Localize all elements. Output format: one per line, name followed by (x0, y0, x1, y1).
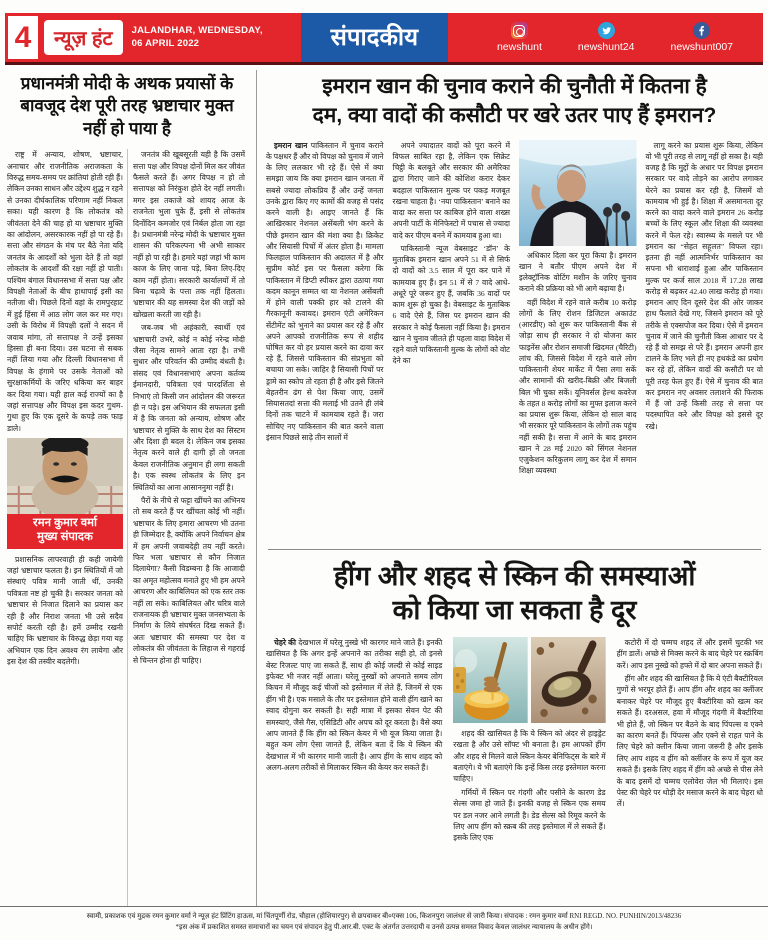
social-twitter (578, 22, 635, 53)
imran-headline-line1: इमरान खान की चुनाव कराने की चुनौती में कितना है (322, 75, 707, 98)
beauty-lead-rest: देखभाल में घरेलू नुस्खे भी कारगर माने जाते हैं। इनकी खासियत है कि अगर इन्हें अपनाने का तरीका सही हो, तो इनसे बेस्ट रिजल्ट पाए जा सकते हैं, साथ ही कोई जल्दी से कोई साइड इफेक्ट भी नजर नहीं आता। घरेलू नुस्खों को अपनाते समय लोग किचन में मौजूद कई चीजों को इस्तेमाल में लेते हैं, जिनमें से एक हींग भी है। एक मसाले के तौर पर इस्तेमाल होने वाली हींग खाने का स्वाद दोगुना कर सकती है। सही मात्रा में इसका सेवन पेट की समस्याएं, जैसे गैस, एसिडिटी और अपच को दूर करता है। वैसे क्या आप जानते हैं कि हींग को स्किन केयर में भी यूज किया जाता है। बहुत कम लोग ऐसा जानते हैं, लेकिन बता दें कि ये स्किन की देखभाल में भी कारगर मानी जाती है। आप हींग के साथ शहद को अलग-अलग तरीकों से मिलाकर स्किन की केयर कर सकते हैं। (266, 637, 443, 773)
dateline-line2: 06 APRIL 2022 (131, 37, 200, 49)
imran-column-2 (393, 140, 511, 542)
imran-column-4 (646, 140, 764, 542)
imran-khan-photo (519, 140, 637, 246)
masthead-bar (5, 13, 763, 65)
imran-headline (270, 72, 759, 131)
opinion-column-1 (5, 149, 127, 907)
social-facebook (671, 22, 733, 53)
opinion-paragraph: जनतंत्र की खूबसूरती यही है कि उसमें सत्ता पक्ष और विपक्ष दोनों मिल कर जीवंत फैसले करते हैं। अगर विपक्ष न हो तो सत्तापक्ष को निरंकुश होते देर नहीं लगती। मगर इस तकाजे को शायद आज के राजनेता भुला चुके हैं, इसी से लोकतंत्र दिनोंदिन कमजोर एवं निर्बल होता जा रहा है। प्रधानमंत्री नरेन्द्र मोदी के भ्रष्टाचार मुक्त शासन की परिकल्पना भी अभी साकार नहीं हो पा रही है। हमारे यहां जहां भी काम काज के लिए जाना पड़े, बिना लिए-दिए काम नहीं होता। सरकारी कार्यालयों में तो बिना चढ़ावे के पत्ता तक नहीं हिलता। भ्रष्टाचार की यह समस्या देश की जड़ों को खोखला करती जा रही है। (133, 150, 245, 319)
imran-article (266, 72, 763, 542)
imran-paragraph (266, 140, 384, 443)
imprint-line2: *इस अंक में प्रकाशित समस्त समाचारों का चयन एवं संपादन हेतु पी.आर.बी. एक्ट के अंतर्गत उत्तरदायी व उनसे उत्पन्न समस्त विवाद केवल जालंधर न्यायालय के अधीन होंगे। (175, 923, 593, 932)
opinion-column-2 (127, 149, 249, 907)
beauty-paragraph: हींग और शहद की खासियत है कि ये एंटी बैक्टीरियल गुणों से भरपूर होते हैं। आप हींग और शहद का क्लींजर बनाकर चेहरे पर मौजूद हुए बैक्टीरिया को खत्म कर सकते हैं। दरअसल, हवा में मौजूद गंदगी में बैक्टीरिया भी होते हैं, जो स्किन पर बैठने के बाद पिंपल्स व एक्ने का कारण बनते हैं। पिंपल्स और एक्ने से राहत पाने के लिए चेहरे को क्लीन किया जाना जरूरी है और इसके लिए आप शहद व हींग को क्लींजर के रूप में यूज कर सकते हैं। इसके लिए शहद में हींग को अच्छे से पीस लेने के बाद इसमें दो चम्मच एलोवेरा जेल भी मिलाएं। इस पेस्ट की चेहरे पर थोड़ी देर मसाज करने के बाद चेहरा धो लें। (616, 674, 763, 809)
imran-paragraph: अधिकार दिला कर पूरा किया है। इमरान खान ने बतौर पीएम अपने देश में इलेक्ट्रॉनिक वोटिंग मशीन के जरिए चुनाव कराने की प्रक्रिया को भी आगे बढ़ाया है। (519, 250, 637, 294)
twitter-handle: newshunt24 (577, 41, 635, 53)
beauty-paragraph (266, 637, 442, 774)
imran-paragraph: लागू करने का प्रयास शुरू किया, लेकिन वो भी पूरी तरह से लागू नहीं हो सका है। यही वजह है कि मुद्दों के अधार पर विपक्ष इमरान सरकार पर वादे तोड़ने का आरोप लगाकर घेरने का प्रयास कर रही है, जिसमें वो कामयाब भी हुई है। शिक्षा में असमानता दूर करने का वादा करने वाले इमरान 26 करोड़ बच्चों के लिए स्कूल और शिक्षा की व्यवस्था करने में फेल रहे। स्वास्थ्य के मसले पर भी इमरान का “सेहत सहूलत” विफल रहा। इतना ही नहीं आत्मनिर्भर पाकिस्तान का सपना भी धाराशाई हुआ और पाकिस्तान मुल्क पर कर्ज साल 2018 में 17.28 लाख करोड़ से बढ़कर 42.40 लाख करोड़ हो गया। इमरान आए दिन दूसरे देश की ओर जाकर हाथ फैलाते देखे गए, जिसने इमरान को पूरे तरीके से एक्सपोज कर दिया। ऐसे में इमरान चुनाव में जाने की चुनौती किस आधार पर दे रहे हैं वो समझ से परे हैं। इमरान अपनी हार टालने के लिए भले ही नए हथकंडे का प्रयोग कर रहे हों, लेकिन वादों की कसौटी पर वो पूरी तरह फेल हुए हैं। ऐसे में चुनाव की बात कर इमरान नए अवसर तलाशने की फिराक में हैं जो उन्हें किसी तरह से सत्ता पर पदस्थापित करे और विपक्ष को इससे दूर रखे। (645, 140, 763, 431)
section-divider (268, 549, 761, 550)
dateline (132, 25, 263, 50)
hing-photo (531, 637, 606, 723)
opinion-article (5, 70, 257, 906)
dateline-line1: JALANDHAR, WEDNESDAY, (131, 25, 263, 37)
opinion-paragraph: प्रशासनिक लापरवाही ही कही जायेगी जहां भ्रष्टाचार फलता है। इन स्थितियों में जो संस्थाएं पवित्र मानी जाती थीं, उनकी पवित्रता नष्ट हो चुकी है। सरकार जनता को भ्रष्टाचार से निजात दिलाने का प्रयास कर रही है और निराश जनता भी उसे सदैव सपोर्ट करती रही है। हमें उम्मीद रखनी चाहिए कि भ्रष्टाचार के विरुद्ध छेड़ा गया यह अभियान एक दिन अवश्य रंग लायेगा और इस देश की तस्वीर बदलेगी। (7, 554, 123, 667)
beauty-column-3 (617, 637, 763, 903)
beauty-column-1 (266, 637, 442, 903)
beauty-paragraph: कटोरी में दो चम्मच शहद लें और इसमें चुटकी भर हींग डालें। अच्छे से मिक्स करने के बाद चेहरे पर स्क्रबिंग करें। आप इस नुस्खे को हफ्ते में दो बार अपना सकते हैं। (616, 637, 763, 670)
imran-lead: इमरान खान (274, 140, 311, 150)
imran-headline-line2: दम, क्या वादों की कसौटी पर खरे उतर पाए हैं इमरान? (312, 104, 717, 128)
opinion-body (5, 149, 249, 907)
beauty-article-body (266, 637, 763, 903)
opinion-paragraph: राष्ट्र में अन्याय, शोषण, भ्रष्टाचार, अनाचार और राजनीतिक अराजकता के विरुद्ध समय-समय पर क्रांतियां होती रही हैं। लेकिन उनका साधन और उद्देश्य शुद्ध न रहने से उनका दीर्घकालिक परिणाम नहीं निकल सका। यही कारण है कि लोकतंत्र को जीवंतता देने की चाह हो या भ्रष्टाचार मुक्ति का आंदोलन, असरकारक नहीं हो पा रहे हैं। सत्ता और संगठन के मंच पर बैठे नेता यदि जनतंत्र के आदर्शों को भुला देते हैं तो वहां लोकतंत्र के आदर्शों की रक्षा नहीं हो पाती। पश्चिम बंगाल विधानसभा में सत्ता पक्ष और विपक्षी नेताओं के बीच हाथापाई इसी का नतीजा थी। पिछले दिनों वहां के रामपुरहाट में हुई हिंसा में आठ लोग जल कर मर गए। उसी के विरोध में विपक्षी दलों ने सदन में जवाब मांगा, तो सत्तापक्ष ने उन्हें इसका हिस्सा ही बना दिया। उस घटना से सबक नहीं लिया गया और दिल्ली विधानसभा में विपक्ष के हंगामे पर उसके नेताओं को सुरक्षाकर्मियों के जरिए धकिया कर बाहर कर दिया गया। यही हाल कई राज्यों का है जहां सत्तापक्ष और विपक्ष इस कदर गुथम-गुथा हुए कि एक दूसरे के कपड़े तक फाड़ डाले। (7, 150, 123, 433)
page-content (5, 70, 763, 906)
beauty-photos (453, 637, 605, 723)
editor-photo (7, 438, 123, 514)
imran-paragraph: वहीं विदेश में रहने वाले करीब 10 करोड़ लोगों के लिए रोशन डिजिटल अकाउंट (आरडीए) को शुरू कर पाकिस्तानी बैंक से जोड़ा साथ ही सरकार ने दो योजना कार फाइनेंस और रोशन समाजी खिदमत (चैरिटी) लांच की, जिससे विदेश में रहने वाले लोग पाकिस्तानी शेयर मार्केट में पैसा लगा सकें और सामानों की खरीद-बिक्री और बिजली बिल भी चुका सकें। यूनिवर्सल हेल्थ कवरेज के तहत 8 करोड़ लोगों का मुफ्त इलाज करने का प्रयास शुरू किया, लेकिन दो साल बाद भी सरकार पूरे पाकिस्तान के लोगों तक पहुंच नहीं सकी है। सत्ता में आने के बाद इमरान खान ने 28 मई 2020 को सिंगल नेशनल एजुकेशन करिकुलम लागू कर देश में समान शिक्षा व्यवस्था (519, 297, 637, 476)
imprint-footer (0, 906, 768, 933)
imran-lead-rest: पाकिस्तान में चुनाव कराने के पक्षधर हैं और वो विपक्ष को चुनाव में जाने के लिए ललकार भी रहे हैं। ऐसे में क्या समझा जाय कि क्या इमरान खान जनता में सबसे ज्यादा लोकप्रिय हैं और उन्हें जनता उनके द्वारा किए गए कामों की वजह से पसंद करने वाली है। आइए जानते हैं कि आखिरकार नेशनल असेंबली भंग करने के पीछे इमरान खान की मंशा क्या है। क्रिकेट और सियासी पिचों में अंतर होता है। मामला फिलहाल पाकिस्तान की अदालत में है और सुप्रीम कोर्ट इस पर फैसला करेगा कि पाकिस्तान में डिप्टी स्पीकर द्वारा उठाया गया कदम कानून सम्मत था या नेशनल असेंबली में होने वाली पक्की हार को टालने की गैरकानूनी कवायद। इमरान एंटी अमेरिकन सेंटीमेंट को भुनाने का प्रयास कर रहे हैं और अपने आपको राजनीतिक रूप से शहीद घोषित कर वो हर प्रयास करने का दावा कर रहे हैं, जिससे पाकिस्तान की संप्रभुता को बचाया जा सके। जाहिर है सियासी पिचों पर ड्रामे का स्कोप तो रहता ही है और इसे जितने बेहतरीन ढंग से पेश किया जाए, उसमें सियासतदां सत्ता की मलाई भी उतने ही लंबे दिनों तक चाटने में कामयाब रहते हैं। जरा सोचिए नए पाकिस्तान की बात करने वाला इंसान पिछले साढ़े तीन सालों में (266, 140, 384, 442)
beauty-paragraph: शहद की खासियत है कि ये स्किन को अंदर से हाइड्रेट रखता है और उसे सॉफ्ट भी बनाता है। हम आपको हींग और शहद से मिलने वाले स्किन केयर बेनिफिट्स के बारे में बताएंगे। ये भी बताएंगे कि इन्हें किस तरह इस्तेमाल करना चाहिए। (453, 728, 606, 784)
honey-photo (453, 637, 528, 723)
beauty-lead: चेहरे की (274, 637, 299, 647)
right-section (257, 70, 763, 906)
beauty-headline (266, 559, 763, 628)
social-handles (497, 22, 733, 53)
imran-column-3 (519, 140, 637, 542)
imran-column-1 (266, 140, 384, 542)
beauty-paragraph: गर्मियों में स्किन पर गंदगी और पसीने के कारण डेड सेल्स जमा हो जाते हैं। इनकी वजह से स्किन एक समय पर डल नजर आने लगती है। डेड सेल्स को रिमूव करने के लिए आप हींग को स्क्रब की तरह इस्तेमाल में ले सकते हैं। इसके लिए एक (453, 787, 606, 843)
imprint-line1: स्वामी, प्रकाशक एवं मुद्रक रमन कुमार वर्मा ने न्यूज़ हंट प्रिंटिंग हाऊस, मां चिंतपूर्णी रोड, चौहाल (होशियारपुर) से छपवाकर बी०एक्स 106, किशनपुरा जालंधर से जारी किया। संपादक : रमन कुमार वर्मा RNI REGD. NO. PUNHIN/2013/48236 (86, 912, 682, 921)
author-card (7, 438, 123, 549)
section-title: संपादकीय (301, 13, 448, 62)
instagram-icon (511, 22, 528, 39)
beauty-headline-line1: हींग और शहद से स्किन की समस्याओं (333, 560, 696, 591)
imran-article-body (266, 140, 763, 542)
beauty-column-2 (453, 637, 605, 903)
beauty-article (266, 559, 763, 903)
opinion-headline: प्रधानमंत्री मोदी के अथक प्रयासों के बावजूद देश पूरी तरह भ्रष्टाचार मुक्त नहीं हो पाया है (20, 74, 234, 138)
imran-paragraph: पाकिस्तानी न्यूज वेबसाइट ‘डॉन’ के मुताबिक इमरान खान अपने 51 में से सिर्फ दो वादों को 3.5 साल में पूरा कर पाने में कामयाब हुए हैं। इन 51 में से 7 वादे आधे-अधूरे पूरे जरूर हुए हैं, जबकि 36 वादों पर काम शुरू हो चुका है। वेबसाइट के मुताबिक 6 वादे ऐसे हैं, जिस पर इमरान खान की सरकार ने कोई फैसला नहीं किया है। इमरान खान ने चुनाव जीतते ही पहला वादा विदेश में रहने वाले पाकिस्तानी मुल्क के लोगों को वोट देने का (392, 243, 510, 366)
opinion-paragraph: पैरों के नीचे से फट्टा खींचने का अभिनय तो सब करते हैं पर खींचता कोई भी नहीं। भ्रष्टाचार के लिए हमारा आचरण भी उतना ही जिम्मेदार है, क्योंकि अपने निर्वाचन क्षेत्र में हम अपनी जवाबदेही तय नहीं करते। फिर भला भ्रष्टाचार से कौन निजात दिलायेगा? कैसी विडम्बना है कि आजादी का अमृत महोत्सव मनाते हुए भी हम अपने आचरण और काबिलियत को एक स्तर तक नहीं ला सके। काबिलियत और चरित्र वाले राजनायक ही भ्रष्टाचार मुक्त जनसभ्यता के निर्माण के लिये संघर्षरत दिख सकते हैं। अतः भ्रष्टाचार की समस्या पर देश व लोकतंत्र की जीवंतता के लिहाज से गहराई से चिन्तन होना ही चाहिए। (133, 496, 245, 665)
author-title: मुख्य संपादक (37, 530, 93, 543)
imran-paragraph: अपने ज्यादातर वादों को पूरा करने में विफल साबित रहा है, लेकिन एक सिक्रेट चिट्ठी के बलबूते और सरकार की अमेरिका द्वारा गिराए जाने की कोशिश करार देकर बदहाल पाकिस्तान मुल्क पर पकड़ मजबूत रखना चाहता है। ‘नया पाकिस्तान’ बनाने का वादा कर सत्ता पर काबिज होने वाला शख्स अपनी पार्टी के मेनिफेस्टो में पचास से ज्यादा वादे कर पीएम बनने में कामयाब हुआ था। (392, 140, 510, 240)
twitter-icon (598, 22, 615, 39)
facebook-handle: newshunt007 (670, 41, 733, 53)
opinion-paragraph: जब-जब भी अहंकारी, स्वार्थी एवं भ्रष्टाचारी उभरे, कोई न कोई नरेन्द्र मोदी जैसा नेतृत्व सामने आता रहा है। तभी सुधार और परिवर्तन की उम्मीद बंधती है। संसद एवं विधानसभाएं अपना कर्तव्य ईमानदारी, पवित्रता एवं पारदर्शिता से निभाएं तो किसी जन आंदोलन की जरूरत ही न पड़े। इस अभियान की सफलता इसी में है कि जनता को अन्याय, शोषण और भ्रष्टाचार से मुक्ति के साथ देश का सिस्टम और दिशा ही बदल दे। लेकिन जब इसका नेतृत्व करने वाले ही दागी हों तो जनता केवल राजनीतिक अनुमान ही लगा सकती है। एक स्वस्थ लोकतंत्र के लिए इन स्थितियों का आना आसाननुमा नहीं है। (133, 323, 245, 492)
author-name: रमन कुमार वर्मा (33, 517, 97, 530)
masthead-logo: न्यूज़ हंट (44, 20, 123, 55)
facebook-icon (693, 22, 710, 39)
beauty-headline-line2: को किया जा सकता है दूर (392, 595, 637, 626)
instagram-handle: newshunt (496, 41, 542, 53)
page-number: 4 (8, 16, 38, 59)
social-instagram (497, 22, 542, 53)
author-name-band (7, 514, 123, 549)
